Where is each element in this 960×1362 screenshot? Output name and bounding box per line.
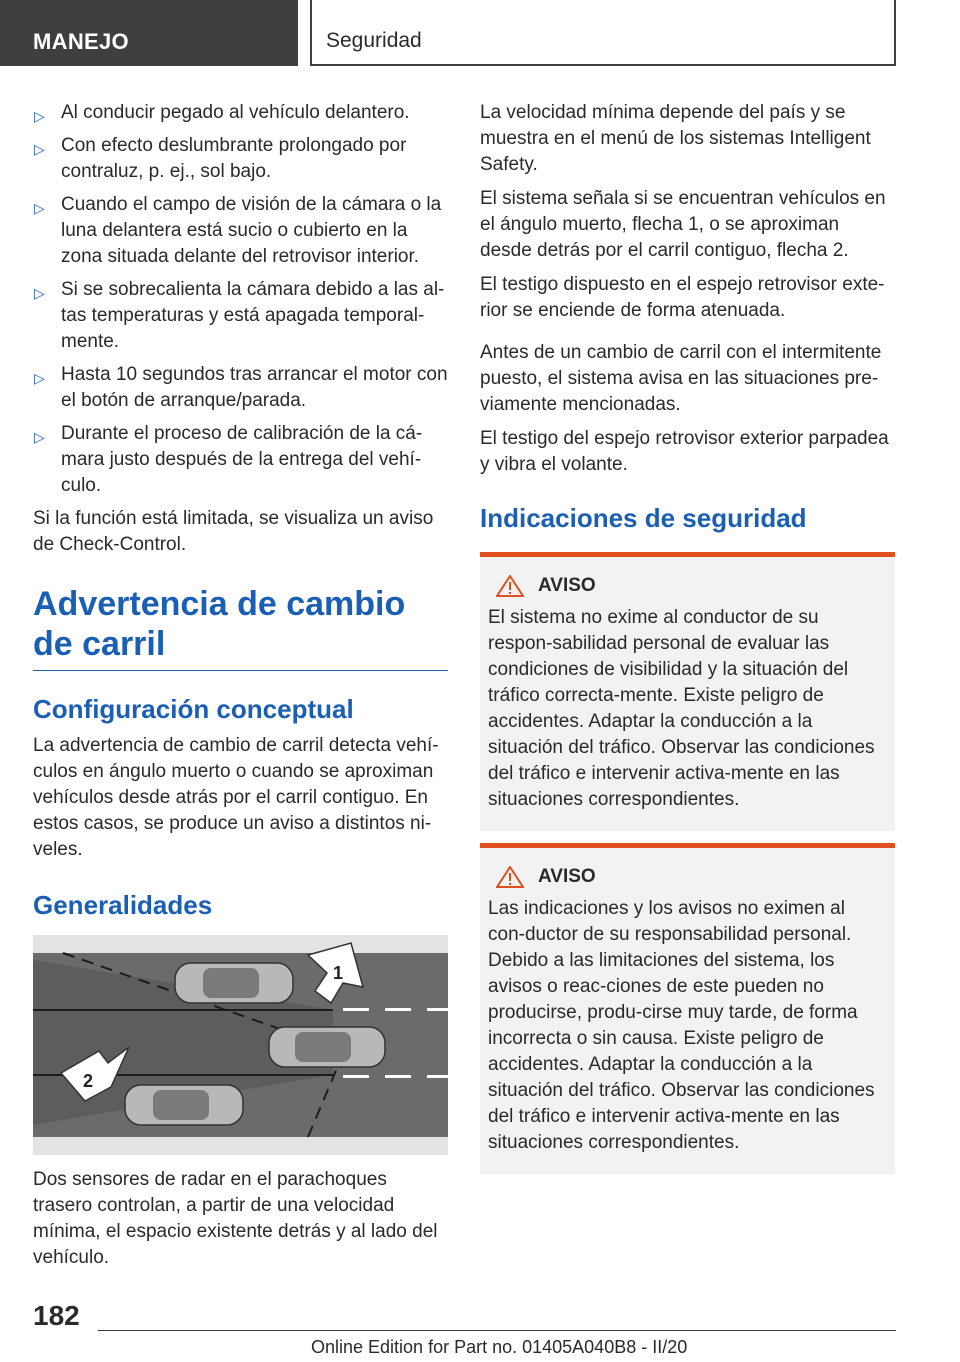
limitation-list: [33, 100, 448, 499]
lane-diagram: [33, 935, 448, 1155]
paragraph-mirror-flash: El testigo del espejo retrovisor exterior parpadea y vibra el volante.: [480, 428, 889, 475]
car-icon: [125, 1085, 243, 1125]
general-heading: Generalidades: [33, 890, 213, 920]
warning-title: AVISO: [538, 575, 596, 596]
header-section-tab: [0, 0, 298, 66]
car-icon: [269, 1027, 385, 1067]
car-icon: [175, 963, 293, 1003]
list-item: ▷ Al conducir pegado al vehículo delantero.: [33, 100, 448, 126]
figure-caption: Dos sensores de radar en el parachoques trasero controlan, a partir de una velocidad mínima, el espacio existente detrás y al lado del vehículo.: [33, 1169, 438, 1268]
concept-heading: Configuración conceptual: [33, 694, 354, 724]
warning-box: [480, 552, 895, 831]
main-heading: Advertencia de cambio de carril: [33, 584, 448, 671]
triangle-bullet-icon: ▷: [34, 285, 45, 301]
warning-box: [480, 843, 895, 1174]
triangle-bullet-icon: ▷: [34, 370, 45, 386]
arrow-label-2: 2: [83, 1071, 94, 1091]
paragraph-signals: El sistema señala si se encuentran vehículos en el ángulo muerto, flecha 1, o se aproximan desde detrás por el carril contiguo, flecha 2.: [480, 188, 886, 261]
warning-title: AVISO: [538, 866, 596, 887]
paragraph-lane-change: Antes de un cambio de carril con el intermitente puesto, el sistema avisa en las situaciones pre‐viamente mencionadas.: [480, 342, 882, 415]
header-section-label: MANEJO: [33, 29, 129, 54]
list-item: ▷ Durante el proceso de calibración de la cá‐mara justo después de la entrega del vehí‐culo.: [34, 423, 423, 496]
warning-triangle-icon: [496, 866, 524, 888]
footer-edition: Online Edition for Part no. 01405A040B8 - II/20: [311, 1337, 688, 1357]
lane-change-illustration: [33, 935, 448, 1155]
warning-header: [488, 866, 887, 888]
list-item: ▷ Cuando el campo de visión de la cámara o la luna delantera está sucio o cubierto en la zona situada delante del retrovisor interior.: [34, 194, 442, 267]
limited-note: Si la función está limitada, se visualiza un aviso de Check-Control.: [33, 508, 434, 555]
warning-text: El sistema no exime al conductor de su respon‐sabilidad personal de evaluar las condiciones de visibilidad y la situación del tráfico correcta‐mente. Existe peligro de accidentes. Adaptar la conducción a la situación del tráfico. Observar las condiciones del tráfico e intervenir activa‐mente en las situaciones correspondientes.: [488, 607, 875, 810]
header-chapter-box: [310, 0, 896, 66]
list-item: ▷ Con efecto deslumbrante prolongado por contraluz, p. ej., sol bajo.: [34, 135, 407, 182]
paragraph-min-speed: La velocidad mínima depende del país y se muestra en el menú de los sistemas Intelligent Safety.: [480, 102, 871, 175]
safety-heading: Indicaciones de seguridad: [480, 503, 807, 533]
header-chapter-label: Seguridad: [326, 29, 422, 52]
left-column: [33, 100, 448, 1271]
right-column: [480, 100, 895, 1174]
list-item: ▷ Hasta 10 segundos tras arrancar el motor con el botón de arranque/parada.: [34, 364, 448, 411]
paragraph-mirror-dim: El testigo dispuesto en el espejo retrovisor exte‐rior se enciende de forma atenuada.: [480, 274, 885, 321]
list-item: ▷ Si se sobrecalienta la cámara debido a las al‐tas temperaturas y está apagada temporal‐mente.: [34, 279, 445, 352]
arrow-label-1: 1: [333, 963, 344, 983]
warning-text: Las indicaciones y los avisos no eximen al con‐ductor de su responsabilidad personal. Debido a las limitaciones del sistema, los avisos o reac‐ciones de este pueden no producirse, produ‐cirse muy tarde, de forma incorrecta o sin causa. Existe peligro de accidentes. Adaptar la conducción a la situación del tráfico. Observar las condiciones del tráfico e intervenir activa‐mente en las situaciones correspondientes.: [488, 898, 875, 1153]
triangle-bullet-icon: ▷: [34, 141, 45, 157]
triangle-bullet-icon: ▷: [34, 108, 45, 124]
triangle-bullet-icon: ▷: [34, 429, 45, 445]
triangle-bullet-icon: ▷: [34, 200, 45, 216]
warning-triangle-icon: [496, 575, 524, 597]
footer-divider: [98, 1330, 896, 1331]
concept-text: La advertencia de cambio de carril detecta vehí‐culos en ángulo muerto o cuando se aproximan vehículos desde atrás por el carril contiguo. En estos casos, se produce un aviso a distintos ni‐veles.: [33, 735, 439, 860]
warning-header: [488, 575, 887, 597]
page-number: 182: [33, 1300, 80, 1331]
